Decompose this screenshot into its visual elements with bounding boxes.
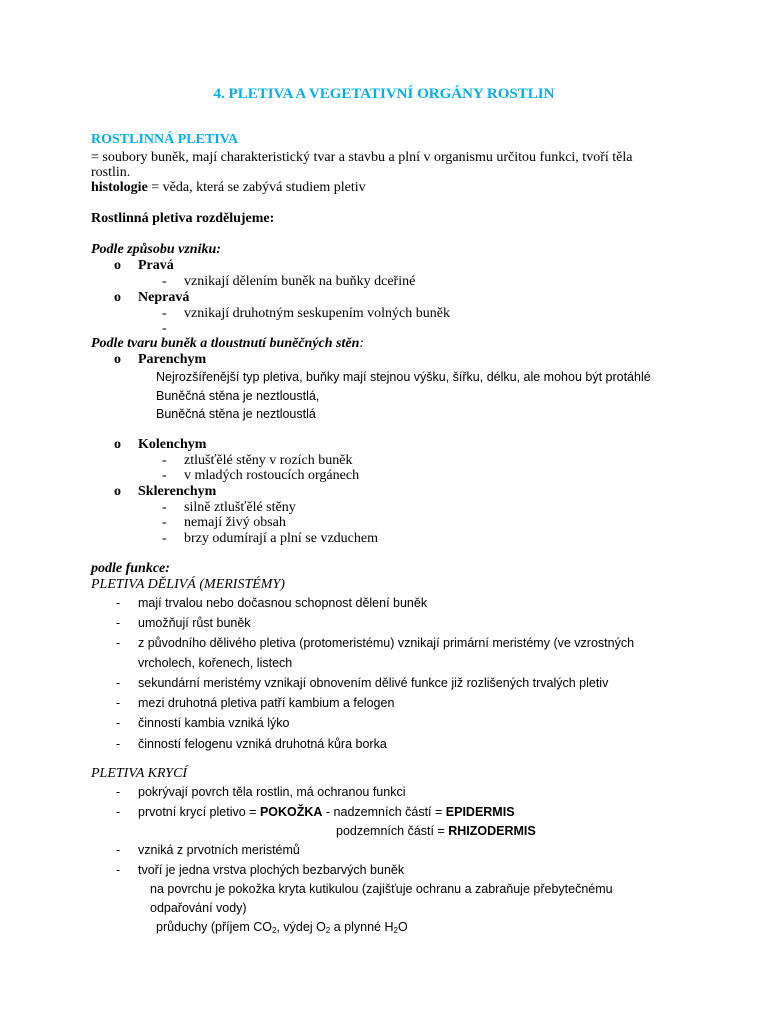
subscript: 2 — [393, 926, 398, 935]
definition-line: rostlin. — [91, 165, 131, 180]
origin-item-sub: vznikají druhotným seskupením volných buněk — [184, 306, 450, 321]
dash: - — [116, 676, 121, 690]
pruduchy-text: , výdej O — [276, 920, 326, 934]
dash: - — [162, 531, 167, 546]
meristemy-item: činností kambia vzniká lýko — [138, 716, 290, 730]
parenchym-line: Nejrozšířenější typ pletiva, buňky mají stejnou výšku, šířku, délku, ale mohou být protáhlé — [156, 370, 651, 384]
dash: - — [162, 321, 167, 336]
definition-line: = soubory buněk, mají charakteristický tvar a stavbu a plní v organismu určitou funkci, tvoří těla — [91, 150, 633, 165]
dash: - — [116, 843, 121, 857]
subscript: 2 — [325, 926, 331, 935]
dash: - — [116, 616, 121, 630]
origin-item-label: Nepravá — [138, 290, 190, 305]
histologie-term: histologie — [91, 180, 148, 195]
page-title: 4. PLETIVA A VEGETATIVNÍ ORGÁNY ROSTLIN — [213, 86, 555, 102]
meristemy-heading: PLETIVA DĚLIVÁ (MERISTÉMY) — [91, 577, 285, 592]
pruduchy-text: O — [397, 920, 408, 934]
sklerenchym-item: nemají živý obsah — [184, 515, 286, 530]
dash: - — [116, 596, 121, 610]
dash: - — [116, 636, 121, 650]
kryci-text: prvotní krycí pletivo = — [138, 805, 260, 819]
meristemy-item: činností felogenu vzniká druhotná kůra borka — [138, 737, 387, 751]
dash: - — [116, 785, 121, 799]
dash: - — [162, 468, 167, 483]
pruduchy-text: a plynné H — [330, 920, 394, 934]
histologie-definition — [91, 180, 366, 196]
bullet: o — [114, 484, 121, 499]
kolenchym-item: ztlušťělé stěny v rozích buněk — [184, 453, 353, 468]
origin-item-label: Pravá — [138, 258, 174, 273]
kolenchym-item: v mladých rostoucích orgánech — [184, 468, 360, 483]
dash: - — [162, 306, 167, 321]
origin-item-sub: vznikají dělením buněk na buňky dceřiné — [184, 274, 416, 289]
sklerenchym-item: silně ztlušťělé stěny — [184, 500, 296, 515]
meristemy-item: mezi druhotná pletiva patří kambium a felogen — [138, 696, 395, 710]
histologie-text: = věda, která se zabývá studiem pletiv — [147, 180, 366, 195]
origin-heading: Podle způsobu vzniku: — [91, 242, 221, 257]
function-heading: podle funkce: — [91, 561, 170, 576]
meristemy-item-continued: vrcholech, kořenech, listech — [138, 656, 293, 670]
dash: - — [116, 696, 121, 710]
dash: - — [116, 737, 121, 751]
meristemy-item: mají trvalou nebo dočasnou schopnost dělení buněk — [138, 596, 428, 610]
division-heading: Rostlinná pletiva rozdělujeme: — [91, 211, 275, 226]
shape-heading-text: Podle tvaru buněk a tloustnutí buněčných stěn — [91, 336, 360, 351]
kryci-heading: PLETIVA KRYCÍ — [91, 766, 188, 781]
dash: - — [116, 716, 121, 730]
dash: - — [116, 805, 121, 819]
kryci-text: - nadzemních částí = — [322, 805, 446, 819]
dash: - — [162, 515, 167, 530]
kryci-item: tvoří je jedna vrstva plochých bezbarvých buněk — [138, 863, 405, 877]
sklerenchym-item: brzy odumírají a plní se vzduchem — [184, 531, 378, 546]
kryci-item-pokozka — [138, 804, 515, 820]
dash: - — [162, 453, 167, 468]
subscript: 2 — [272, 926, 277, 935]
dash: - — [162, 274, 167, 289]
parenchym-label: Parenchym — [138, 352, 207, 367]
kryci-text: podzemních částí = — [336, 824, 449, 838]
bullet: o — [114, 290, 121, 305]
meristemy-item: z původního dělivého pletiva (protomeristému) vznikají primární meristémy (ve vzrostných — [138, 636, 635, 650]
parenchym-line: Buněčná stěna je neztloustlá, — [156, 389, 320, 403]
pruduchy-text: průduchy (příjem CO — [156, 920, 273, 934]
rhizodermis-term: RHIZODERMIS — [448, 824, 536, 838]
section-heading-rostlinna-pletiva: ROSTLINNÁ PLETIVA — [91, 132, 239, 147]
kryci-subitem: odpařování vody) — [150, 901, 247, 915]
bullet: o — [114, 437, 121, 452]
meristemy-item: umožňují růst buněk — [138, 616, 251, 630]
shape-heading — [91, 336, 364, 352]
sklerenchym-label: Sklerenchym — [138, 484, 217, 499]
shape-heading-colon: : — [359, 336, 365, 351]
kryci-item-rhizodermis — [336, 823, 536, 839]
pruduchy-line — [156, 919, 408, 939]
epidermis-term: EPIDERMIS — [445, 805, 515, 819]
parenchym-line: Buněčná stěna je neztloustlá — [156, 407, 316, 421]
kryci-item: pokrývají povrch těla rostlin, má ochranou funkci — [138, 785, 406, 799]
bullet: o — [114, 258, 121, 273]
kolenchym-label: Kolenchym — [138, 437, 207, 452]
meristemy-item: sekundární meristémy vznikají obnovením dělivé funkce již rozlišených trvalých pletiv — [138, 676, 609, 690]
dash: - — [162, 500, 167, 515]
kryci-subitem: na povrchu je pokožka kryta kutikulou (zajišťuje ochranu a zabraňuje přebytečnému — [150, 882, 613, 896]
bullet: o — [114, 352, 121, 367]
dash: - — [116, 863, 121, 877]
kryci-item: vzniká z prvotních meristémů — [138, 843, 300, 857]
pokozka-term: POKOŽKA — [259, 805, 323, 819]
